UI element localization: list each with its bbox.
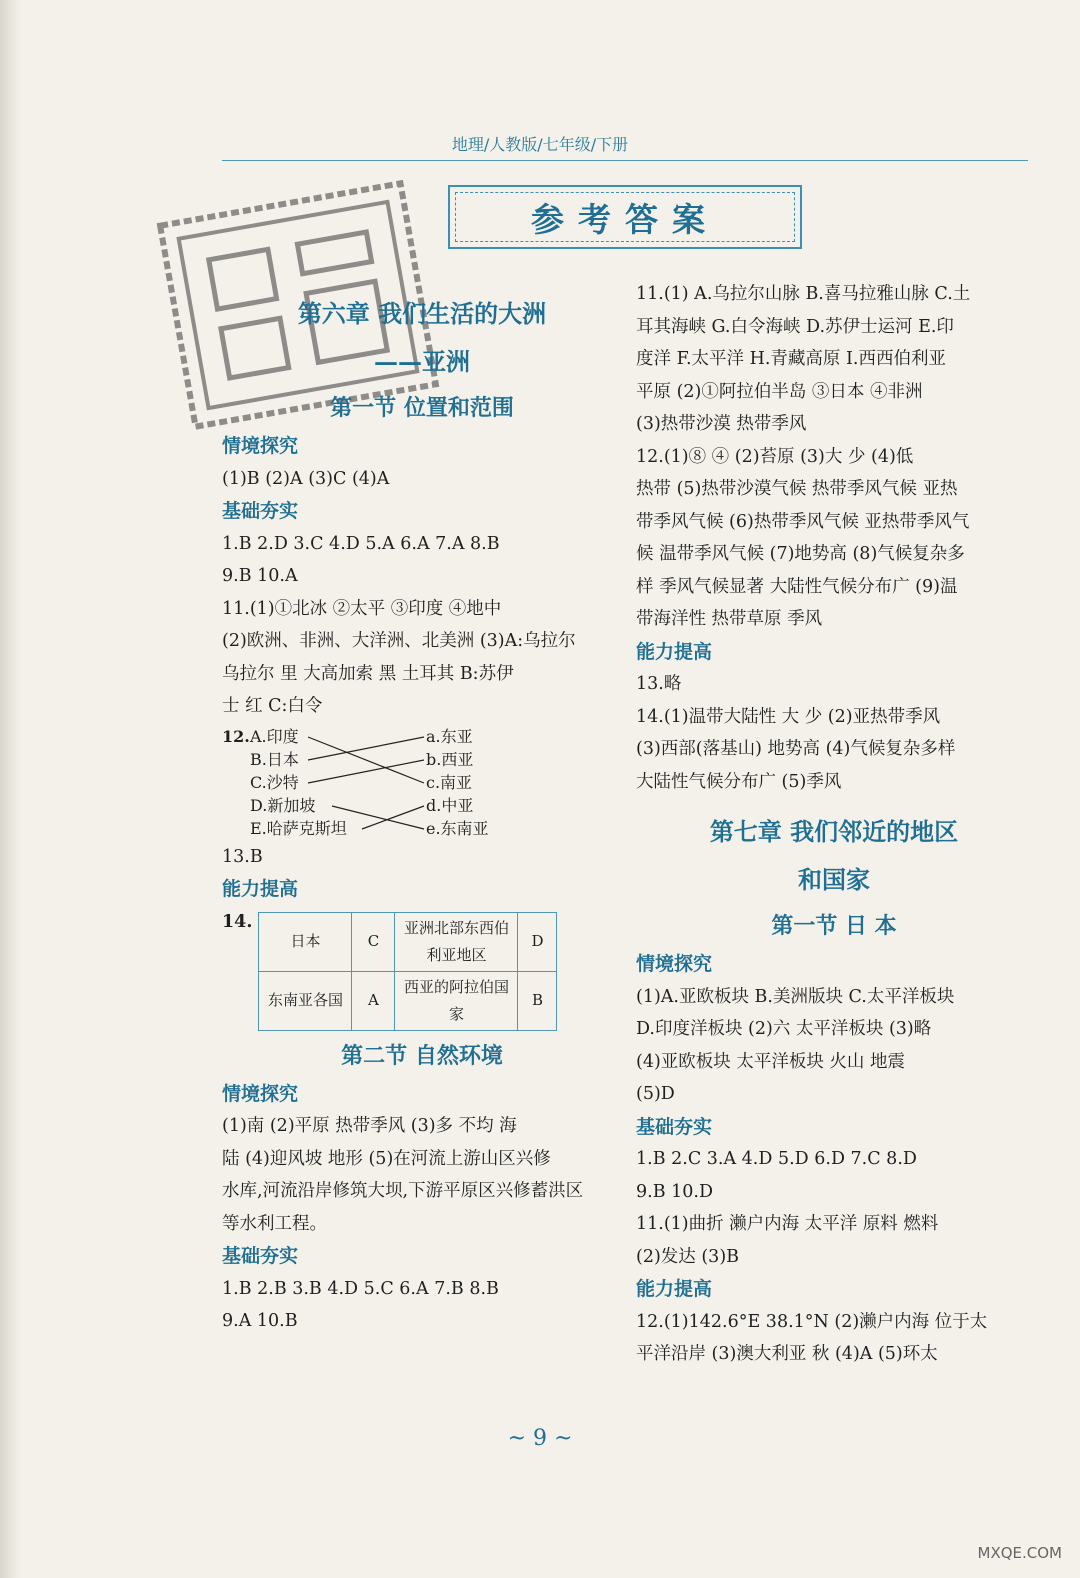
match-lines	[222, 723, 522, 841]
answer-line: 13.略	[636, 674, 682, 694]
section-heading: 能力提高	[222, 878, 299, 900]
table-cell: B	[518, 971, 557, 1030]
section-1-title: 第一节 位置和范围	[330, 395, 514, 421]
answer-line: 陆 (4)迎风坡 地形 (5)在河流上游山区兴修	[222, 1148, 551, 1169]
answer-line: 13.B	[222, 846, 263, 867]
watermark-text: MXQE.COM	[977, 1544, 1062, 1562]
section-heading: 情境探究	[222, 435, 299, 457]
match-left-item: A.印度	[250, 726, 299, 746]
question-number: 14.	[222, 911, 253, 932]
answer-line: 1.B 2.C 3.A 4.D 5.D 6.D 7.C 8.D	[636, 1149, 917, 1169]
section-heading: 基础夯实	[222, 500, 299, 522]
match-left-item: C.沙特	[250, 772, 299, 792]
answer-line: 12.(1)142.6°E 38.1°N (2)濑户内海 位于太	[636, 1311, 988, 1332]
left-column	[222, 290, 622, 1338]
answer-table	[258, 912, 557, 1031]
table-row	[259, 912, 557, 971]
table-cell: 西亚的阿拉伯国家	[395, 971, 518, 1030]
answer-line: 水库,河流沿岸修筑大坝,下游平原区兴修蓄洪区	[222, 1181, 584, 1201]
section-heading: 能力提高	[636, 1278, 713, 1300]
table-cell: 日本	[259, 912, 352, 971]
answer-line: 士 红 C:白令	[222, 696, 323, 716]
match-left-item: E.哈萨克斯坦	[250, 818, 347, 838]
header-rule	[222, 160, 1028, 161]
answer-line: 带海洋性 热带草原 季风	[636, 609, 823, 629]
table-row	[259, 971, 557, 1030]
answer-line: 热带 (5)热带沙漠气候 热带季风气候 亚热	[636, 479, 958, 499]
title-box	[448, 185, 802, 249]
answer-line: (2)发达 (3)B	[636, 1246, 740, 1267]
answer-line: (2)欧洲、非洲、大洋洲、北美洲 (3)A:乌拉尔	[222, 631, 576, 651]
answer-line: 乌拉尔 里 大高加索 黑 土耳其 B:苏伊	[222, 663, 514, 684]
answer-line: (1)B (2)A (3)C (4)A	[222, 468, 390, 489]
chapter-7-title: 第七章 我们邻近的地区	[709, 817, 959, 846]
answer-line: 11.(1)曲折 濑户内海 太平洋 原料 燃料	[636, 1214, 939, 1234]
answer-line: 1.B 2.D 3.C 4.D 5.A 6.A 7.A 8.B	[222, 533, 500, 554]
chapter-6-subtitle: ——亚洲	[374, 347, 470, 376]
answer-line: 候 温带季风气候 (7)地势高 (8)气候复杂多	[636, 544, 965, 564]
table-cell: D	[518, 912, 557, 971]
match-left-item: D.新加坡	[250, 795, 316, 815]
answer-line: (4)亚欧板块 太平洋板块 火山 地震	[636, 1051, 905, 1072]
running-header: 地理/人教版/七年级/下册	[451, 135, 629, 154]
match-right-item: d.中亚	[426, 795, 474, 815]
section-heading: 基础夯实	[222, 1245, 299, 1267]
table-cell: C	[352, 912, 395, 971]
matching-diagram	[222, 723, 622, 841]
answer-line: 9.B 10.D	[636, 1181, 713, 1202]
question-14-block	[222, 906, 622, 1034]
chapter-7-subtitle: 和国家	[798, 865, 870, 894]
answer-line: 9.B 10.A	[222, 566, 298, 586]
section-heading: 能力提高	[636, 640, 713, 663]
match-left-item: B.日本	[250, 749, 299, 769]
answer-line: 耳其海峡 G.白令海峡 D.苏伊士运河 E.印	[636, 316, 954, 337]
answer-line: 度洋 F.太平洋 H.青藏高原 I.西西伯利亚	[636, 349, 946, 369]
chapter-6-title: 第六章 我们生活的大洲	[297, 299, 547, 328]
table-cell: 亚洲北部东西伯利亚地区	[395, 912, 518, 971]
match-number: 12.	[222, 726, 250, 746]
answer-line: 11.(1)①北冰 ②太平 ③印度 ④地中	[222, 598, 502, 619]
answer-line: 12.(1)⑧ ④ (2)苔原 (3)大 少 (4)低	[636, 446, 914, 467]
right-column	[636, 278, 1032, 1371]
answer-line: (3)热带沙漠 热带季风	[636, 414, 807, 434]
match-right-item: c.南亚	[426, 772, 473, 792]
section-japan-title: 第一节 日 本	[771, 913, 897, 939]
answer-line: 平原 (2)①阿拉伯半岛 ③日本 ④非洲	[636, 381, 923, 402]
section-heading: 情境探究	[636, 953, 713, 975]
answer-line: 1.B 2.B 3.B 4.D 5.C 6.A 7.B 8.B	[222, 1278, 499, 1299]
answer-line: (1)A.亚欧板块 B.美洲版块 C.太平洋板块	[636, 986, 955, 1007]
match-right-item: a.东亚	[426, 726, 473, 746]
answer-line: D.印度洋板块 (2)六 太平洋板块 (3)略	[636, 1019, 932, 1039]
answer-line: 9.A 10.B	[222, 1311, 298, 1331]
answer-line: 大陆性气候分布广 (5)季风	[636, 771, 842, 792]
page-binding	[0, 0, 22, 1578]
answer-line: (1)南 (2)平原 热带季风 (3)多 不均 海	[222, 1116, 517, 1136]
match-right-item: e.东南亚	[426, 818, 489, 838]
answer-line: (5)D	[636, 1084, 675, 1104]
answer-line: 11.(1) A.乌拉尔山脉 B.喜马拉雅山脉 C.土	[636, 284, 971, 304]
table-cell: A	[352, 971, 395, 1030]
answer-line: 14.(1)温带大陆性 大 少 (2)亚热带季风	[636, 706, 941, 727]
match-right-item: b.西亚	[426, 749, 474, 769]
answer-line: 带季风气候 (6)热带季风气候 亚热带季风气	[636, 511, 970, 532]
page-title: 参考答案	[455, 192, 795, 242]
answer-line: 样 季风气候显著 大陆性气候分布广 (9)温	[636, 576, 958, 597]
answer-line: 平洋沿岸 (3)澳大利亚 秋 (4)A (5)环太	[636, 1344, 938, 1364]
answer-line: (3)西部(落基山) 地势高 (4)气候复杂多样	[636, 739, 956, 759]
section-heading: 基础夯实	[636, 1115, 713, 1138]
section-heading: 情境探究	[222, 1082, 299, 1105]
section-2-title: 第二节 自然环境	[341, 1042, 503, 1069]
page-number: ~ 9 ~	[507, 1426, 573, 1451]
table-cell: 东南亚各国	[259, 971, 352, 1030]
answer-line: 等水利工程。	[222, 1213, 327, 1234]
